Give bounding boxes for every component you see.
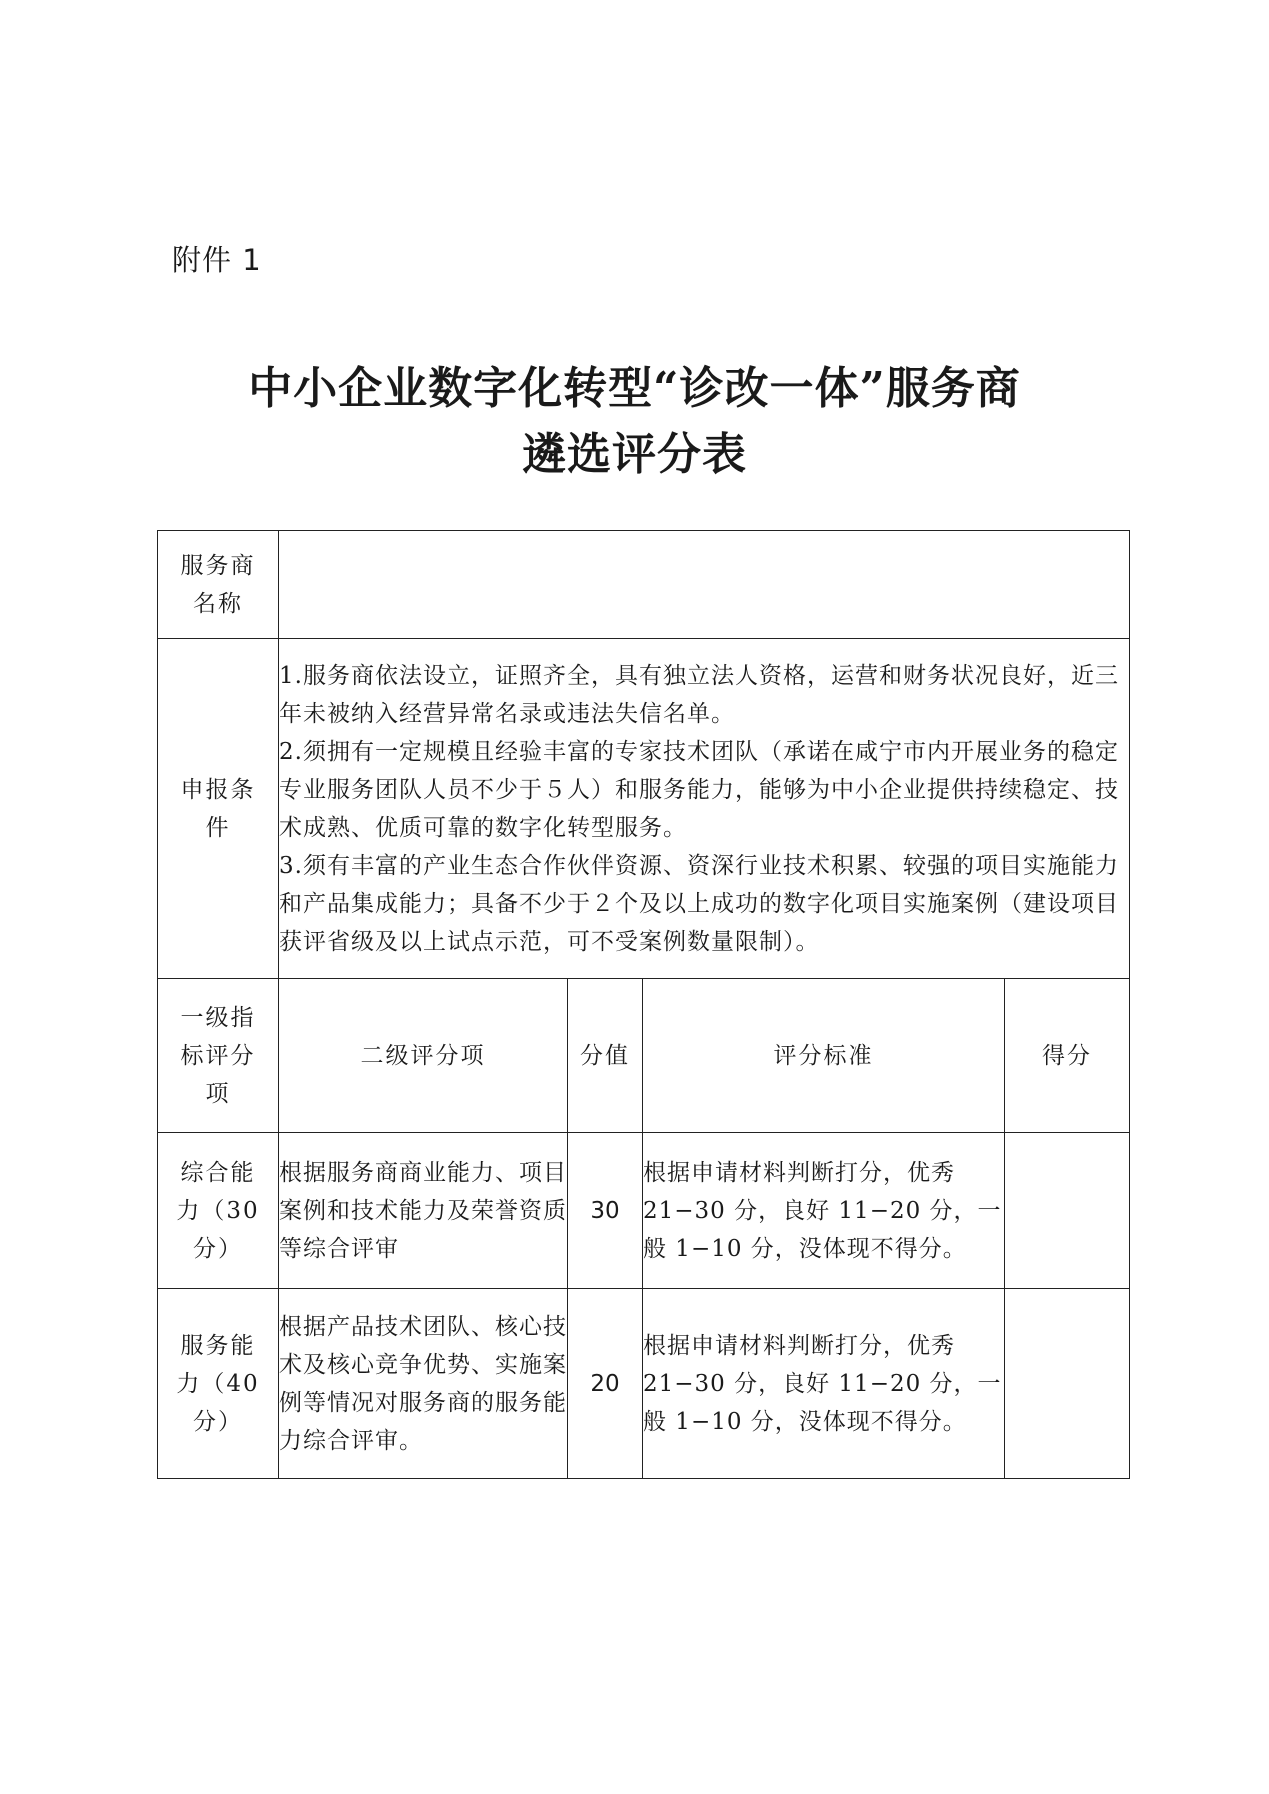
row2-level2: 根据产品技术团队、核心技术及核心竞争优势、实施案例等情况对服务商的服务能力综合评审。 bbox=[279, 1289, 568, 1479]
condition-item-2: 2.须拥有一定规模且经验丰富的专家技术团队（承诺在咸宁市内开展业务的稳定专业服务团队人员不少于５人）和服务能力，能够为中小企业提供持续稳定、技术成熟、优质可靠的数字化转型服务。 bbox=[279, 738, 1119, 841]
header-result: 得分 bbox=[1005, 979, 1130, 1133]
row2-result bbox=[1005, 1289, 1130, 1479]
provider-name-row bbox=[158, 531, 1130, 639]
row2-level1 bbox=[158, 1289, 279, 1479]
header-score: 分值 bbox=[568, 979, 643, 1133]
conditions-label: 申报条件 bbox=[180, 776, 256, 841]
row1-criteria: 根据申请材料判断打分，优秀21−30 分，良好 11−20 分，一般 1−10 分，没体现不得分。 bbox=[643, 1133, 1005, 1289]
provider-name-label-cell bbox=[158, 531, 279, 639]
header-criteria: 评分标准 bbox=[643, 979, 1005, 1133]
row2-score: 20 bbox=[568, 1289, 643, 1479]
attachment-label: 附件 1 bbox=[172, 243, 262, 277]
conditions-row bbox=[158, 639, 1130, 979]
table-row bbox=[158, 1133, 1130, 1289]
row1-score: 30 bbox=[568, 1133, 643, 1289]
provider-name-value-cell bbox=[279, 531, 1130, 639]
header-row bbox=[158, 979, 1130, 1133]
header-level1-text: 一级指标评分项 bbox=[180, 1004, 256, 1107]
header-level1 bbox=[158, 979, 279, 1133]
row1-level1-text: 综合能力（30分） bbox=[176, 1159, 260, 1262]
row2-level1-text: 服务能力（40分） bbox=[176, 1332, 260, 1435]
row1-level1 bbox=[158, 1133, 279, 1289]
table-row bbox=[158, 1289, 1130, 1479]
row1-result bbox=[1005, 1133, 1130, 1289]
condition-item-1: 1.服务商依法设立，证照齐全，具有独立法人资格，运营和财务状况良好，近三年未被纳入经营异常名录或违法失信名单。 bbox=[279, 662, 1119, 727]
condition-item-3: 3.须有丰富的产业生态合作伙伴资源、资深行业技术积累、较强的项目实施能力和产品集成能力；具备不少于２个及以上成功的数字化项目实施案例（建设项目获评省级及以上试点示范，可不受案例数量限制）。 bbox=[279, 852, 1119, 955]
row1-level2: 根据服务商商业能力、项目案例和技术能力及荣誉资质等综合评审 bbox=[279, 1133, 568, 1289]
provider-name-label: 服务商名称 bbox=[180, 552, 256, 617]
document-title-line-2: 遴选评分表 bbox=[522, 429, 747, 480]
row2-criteria: 根据申请材料判断打分，优秀21−30 分，良好 11−20 分，一般 1−10 分，没体现不得分。 bbox=[643, 1289, 1005, 1479]
header-level2: 二级评分项 bbox=[279, 979, 568, 1133]
conditions-cell bbox=[279, 639, 1130, 979]
evaluation-table bbox=[157, 530, 1130, 1479]
conditions-label-cell bbox=[158, 639, 279, 979]
document-title-line-1: 中小企业数字化转型“诊改一体”服务商 bbox=[248, 363, 1021, 414]
